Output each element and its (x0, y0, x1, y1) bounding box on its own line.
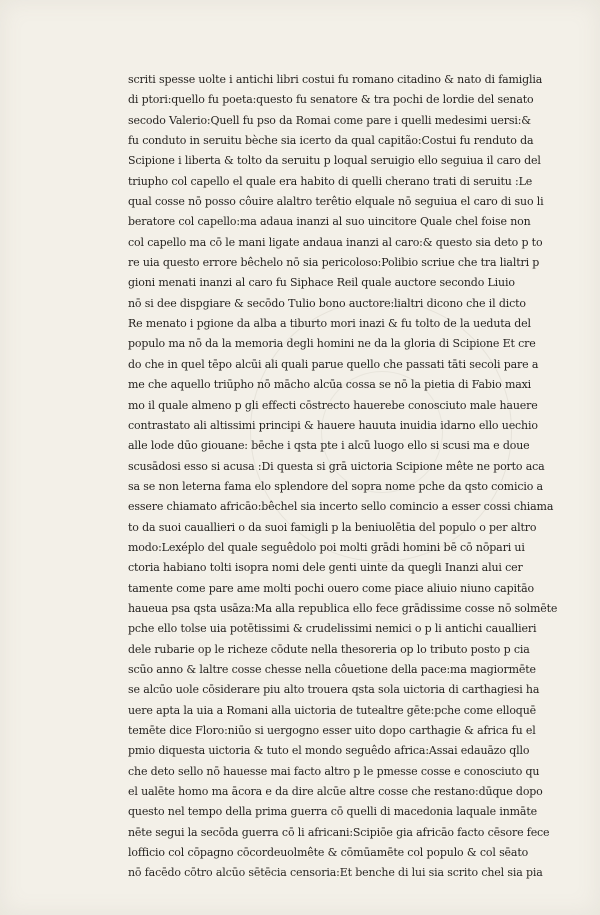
text-line: ctoria habiano tolti isopra nomi dele genti uinte da quegli Inanzi alui cer (128, 561, 523, 575)
text-line: modo:Lexéplo del quale seguêdolo poi molti grādi homini bē cō nōpari ui (128, 540, 525, 554)
text-line: qual cosse nō posso côuire alaltro terêtio elquale nō seguiua el caro di suo li (128, 195, 544, 209)
text-line: populo ma nō da la memoria degli homini ne da la gloria di Scipione Et cre (128, 337, 536, 351)
text-line: uere apta la uia a Romani alla uictoria de tutealtre gēte:pche come elloquē (128, 703, 536, 717)
text-line: nēte segui la secōda guerra cō li africani:Scipiōe gia africāo facto cēsore fece (128, 825, 550, 839)
text-line: sa se non leterna fama elo splendore del sopra nome pche da qsto comicio a (128, 479, 543, 493)
text-line: scūo anno & laltre cosse chesse nella côuetione della pace:ma magiormēte (128, 662, 536, 676)
text-line: secodo Valerio:Quell fu pso da Romai come pare i quelli medesimi uersi:& (128, 113, 531, 127)
text-line: to da suoi cauallieri o da suoi famigli p la beniuolētia del populo o per altro (128, 520, 537, 534)
text-line: essere chiamato africāo:bêchel sia incerto sello comincio a esser cossi chiama (128, 500, 554, 514)
text-line: gioni menati inanzi al caro fu Siphace Reil quale auctore secondo Liuio (128, 276, 515, 290)
text-block (128, 70, 568, 884)
text-line: col capello ma cō le mani ligate andaua inanzi al caro:& questo sia deto p to (128, 235, 543, 249)
text-line: che deto sello nō hauesse mai facto altro p le pmesse cosse e conosciuto qu (128, 764, 540, 778)
text-line: questo nel tempo della prima guerra cō quelli di macedonia laquale inmāte (128, 805, 537, 819)
text-line: dele rubarie op le richeze cōdute nella thesoreria op lo tributo posto p cia (128, 642, 530, 656)
text-line: beratore col capello:ma adaua inanzi al suo uincitore Quale chel foise non (128, 215, 531, 229)
text-line: scriti spesse uolte i antichi libri costui fu romano citadino & nato di famiglia (128, 73, 543, 86)
text-line: pche ello tolse uia potētissimi & crudelissimi nemici o p li antichi cauallieri (128, 622, 537, 636)
text-line: me che aquello triūpho nō mācho alcūa cossa se nō la pietia di Fabio maxi (128, 378, 532, 392)
text-line: do che in quel tēpo alcūi ali quali parue quello che passati tāti secoli pare a (128, 357, 539, 371)
text-line: el ualēte homo ma ācora e da dire alcūe altre cosse che restano:dūque dopo (128, 785, 543, 799)
text-line: di ptori:quello fu poeta:questo fu senatore & tra pochi de lordie del senato (128, 93, 534, 107)
text-line: scusādosi esso si acusa :Di questa si grā uictoria Scipione mête ne porto aca (128, 459, 545, 473)
text-line: re uia questo errore bêchelo nō sia pericoloso:Polibio scriue che tra lialtri p (128, 256, 540, 270)
text-line: nō si dee dispgiare & secōdo Tulio bono auctore:lialtri dicono che il dicto (128, 296, 526, 310)
text-line: Scipione i liberta & tolto da seruitu p loqual seruigio ello seguiua il caro del (128, 154, 541, 168)
text-line: alle lode dūo giouane: bēche i qsta pte i alcū luogo ello si scusi ma e doue (128, 439, 530, 453)
text-line: temēte dice Floro:niūo si uergogno esser uito dopo carthagie & africa fu el (128, 724, 536, 737)
text-line: mo il quale almeno p gli effecti cōstrecto hauerebe conosciuto male hauere (128, 398, 538, 412)
text-line: tamente come pare ame molti pochi ouero come piace aliuio niuno capitāo (128, 581, 534, 595)
text-line: Re menato i pgione da alba a tiburto mori inazi & fu tolto de la ueduta del (128, 317, 531, 331)
text-line: lofficio col cōpagno cōcordeuolmête & cōmūamēte col populo & col sēato (128, 846, 529, 860)
text-line: pmio diquesta uictoria & tuto el mondo seguêdo africa:Assai edauāzo qllo (128, 744, 530, 758)
text-line: nō facēdo cōtro alcūo sētēcia censoria:Et benche di lui sia scrito chel sia pia (128, 866, 543, 880)
text-line: fu conduto in seruitu bèche sia icerto da qual capitão:Costui fu renduto da (128, 134, 534, 148)
text-line: contrastato ali altissimi principi & hauere hauuta inuidia idarno ello uechio (128, 418, 538, 432)
text-line: haueua psa qsta usāza:Ma alla republica ello fece grādissime cosse nō solmēte (128, 601, 558, 615)
text-line: se alcūo uole cōsiderare piu alto trouera qsta sola uictoria di carthagiesi ha (128, 683, 540, 697)
text-line: triupho col capello el quale era habito di quelli cherano trati di seruitu :Le (128, 174, 533, 188)
